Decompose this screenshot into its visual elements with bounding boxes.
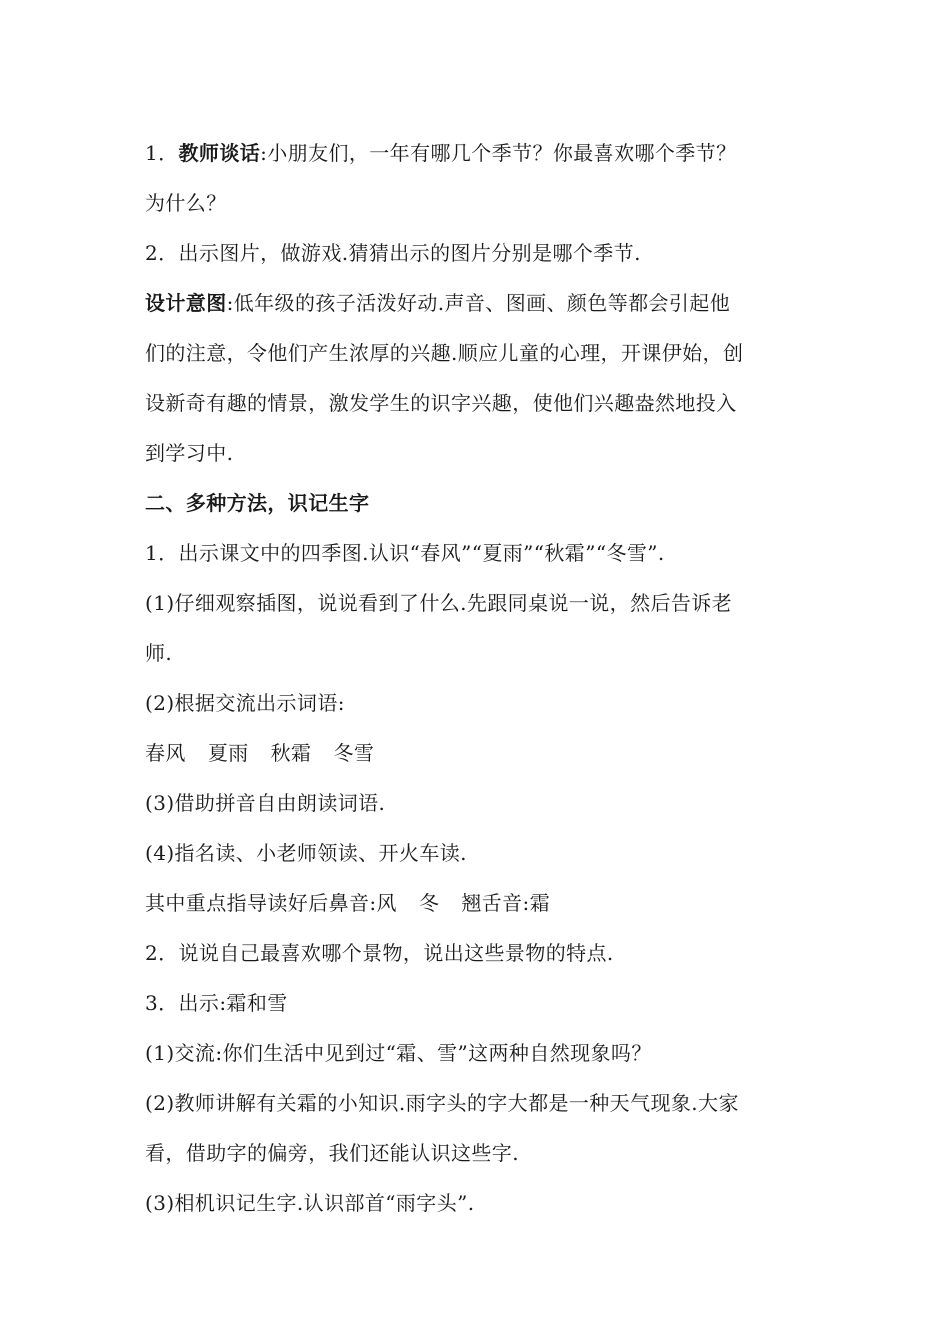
step-3-2-line-2: 看，借助字的偏旁，我们还能认识这些字. <box>145 1141 519 1165</box>
teacher-talk-label: 教师谈话 <box>178 141 261 165</box>
word-list <box>145 728 815 778</box>
step-1-line: 1．出示课文中的四季图.认识“春风”“夏雨”“秋霜”“冬雪”. <box>145 541 665 565</box>
pronunciation-text: 翘舌音:霜 <box>461 891 551 915</box>
step-1-4-line: (4)指名读、小老师领读、开火车读. <box>145 841 467 865</box>
item-1-line-1 <box>145 128 815 178</box>
item-text: :小朋友们，一年有哪几个季节？你最喜欢哪个季节？ <box>260 141 737 165</box>
pronunciation-text: 其中重点指导读好后鼻音:风 <box>145 891 397 915</box>
item-1-line-2: 为什么？ <box>145 191 227 215</box>
step-1-3-line: (3)借助拼音自由朗读词语. <box>145 791 386 815</box>
step-3-1-line: (1)交流:你们生活中见到过“霜、雪”这两种自然现象吗？ <box>145 1041 652 1065</box>
design-intent-line-2: 们的注意，令他们产生浓厚的兴趣.顺应儿童的心理，开课伊始，创 <box>145 341 744 365</box>
step-3-line: 3．出示:霜和雪 <box>145 991 288 1015</box>
word-item: 春风 <box>145 741 186 765</box>
step-1-2-line: (2)根据交流出示词语: <box>145 691 345 715</box>
design-intent-line-4: 到学习中. <box>145 441 234 465</box>
section-heading: 二、多种方法，识记生字 <box>145 491 370 515</box>
word-item: 冬雪 <box>333 741 375 765</box>
step-2-line: 2．说说自己最喜欢哪个景物，说出这些景物的特点. <box>145 941 614 965</box>
design-intent-text: :低年级的孩子活泼好动.声音、图画、颜色等都会引起他 <box>226 291 731 315</box>
design-intent-label: 设计意图 <box>145 291 227 315</box>
document-body <box>145 128 815 1228</box>
design-intent-line-3: 设新奇有趣的情景，激发学生的识字兴趣，使他们兴趣盎然地投入 <box>145 391 737 415</box>
pronunciation-word: 冬 <box>418 891 440 915</box>
word-item: 夏雨 <box>207 741 249 765</box>
pronunciation-focus-line <box>145 878 815 928</box>
design-intent-line-1 <box>145 278 815 328</box>
step-3-2-line-1: (2)教师讲解有关霜的小知识.雨字头的字大都是一种天气现象.大家 <box>145 1091 739 1115</box>
step-1-1-line-2: 师. <box>145 641 173 665</box>
step-3-3-line: (3)相机识记生字.认识部首“雨字头”. <box>145 1191 475 1215</box>
item-number: 1． <box>145 141 179 165</box>
step-1-1-line-1: (1)仔细观察插图，说说看到了什么.先跟同桌说一说，然后告诉老 <box>145 591 733 615</box>
word-item: 秋霜 <box>270 741 312 765</box>
item-2-line: 2．出示图片，做游戏.猜猜出示的图片分别是哪个季节. <box>145 241 641 265</box>
